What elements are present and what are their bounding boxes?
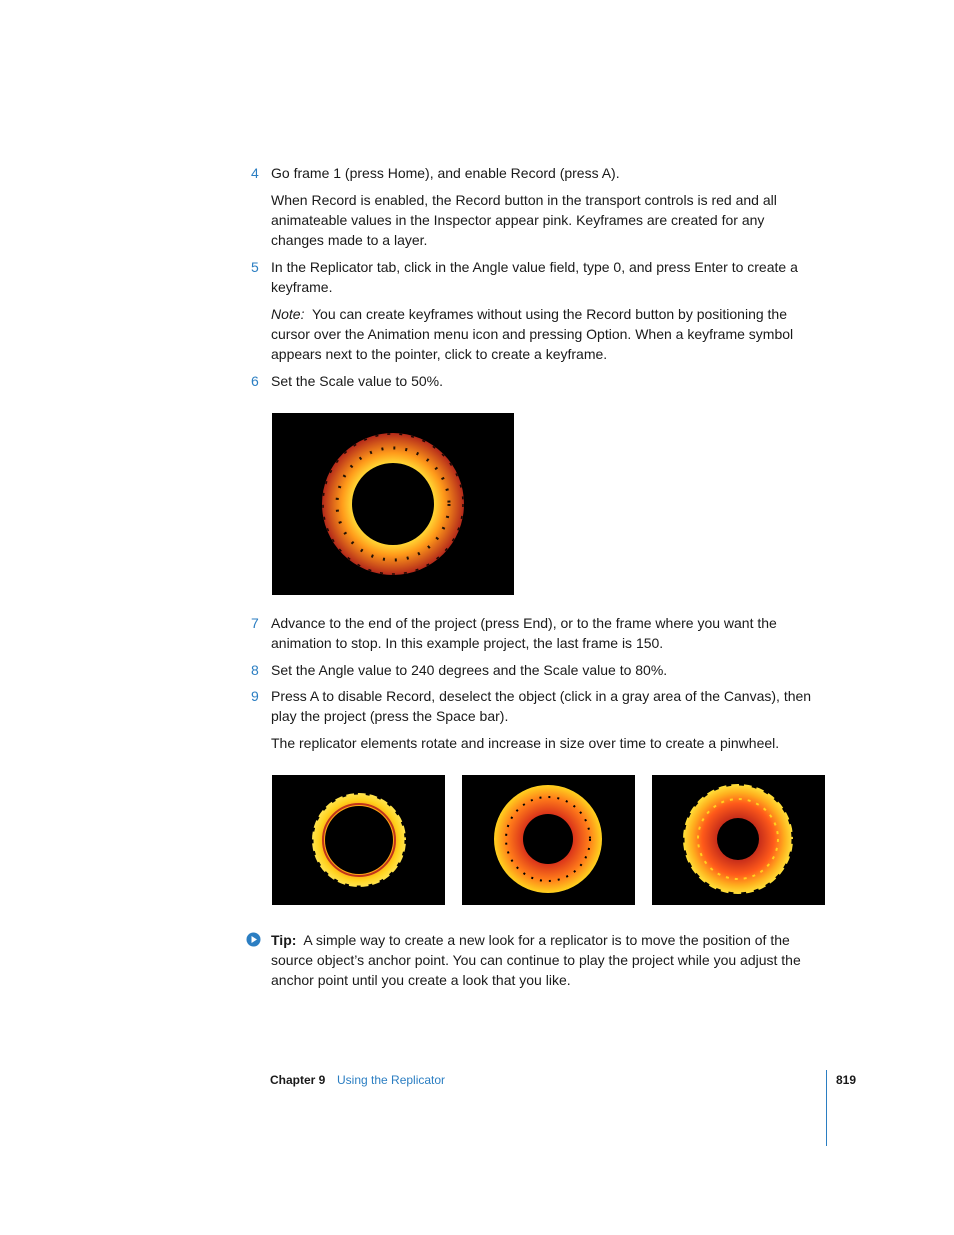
step-text: Press A to disable Record, deselect the object (click in a gray area of the Canvas), then play the project (press the Space bar). — [271, 688, 812, 724]
tip-text: A simple way to create a new look for a replicator is to move the position of the source object’s anchor point. You can continue to play the project while you adjust the anchor point until you create a look that you like. — [271, 932, 801, 988]
footer-chapter-title: Using the Replicator — [337, 1073, 446, 1087]
step-number: 9 — [251, 688, 259, 704]
step-9-detail: The replicator elements rotate and increase in size over time to create a pinwheel. — [271, 735, 780, 751]
replicator-ring-graphic — [462, 775, 635, 905]
pinwheel-frame-start — [272, 775, 445, 905]
replicator-ring-graphic — [272, 413, 514, 595]
replicator-image-scale-50 — [272, 413, 514, 595]
step-text: In the Replicator tab, click in the Angle value field, type 0, and press Enter to create a keyframe. — [271, 259, 798, 295]
pinwheel-frame-end — [652, 775, 825, 905]
step-text: Advance to the end of the project (press End), or to the frame where you want the animation to stop. In this example project, the last frame is 150. — [271, 615, 777, 651]
step-text: Go frame 1 (press Home), and enable Record (press A). — [271, 165, 620, 181]
step-number: 7 — [251, 615, 259, 631]
step-text: Set the Angle value to 240 degrees and the Scale value to 80%. — [271, 662, 668, 678]
tip-label: Tip: — [271, 932, 297, 948]
tip — [271, 930, 816, 990]
replicator-ring-graphic — [272, 775, 445, 905]
note — [271, 304, 816, 364]
step-number: 4 — [251, 165, 259, 181]
step-text: Set the Scale value to 50%. — [271, 373, 443, 389]
footer-chapter-label: Chapter 9 — [270, 1073, 326, 1087]
replicator-ring-graphic — [652, 775, 825, 905]
note-label: Note: — [271, 306, 305, 322]
pinwheel-frame-middle — [462, 775, 635, 905]
note-text: You can create keyframes without using the Record button by positioning the cursor over the Animation menu icon and pressing Option. When a keyframe symbol appears next to the pointer, click to create a keyframe. — [271, 306, 794, 362]
step-4-detail: When Record is enabled, the Record button in the transport controls is red and all animateable values in the Inspector appear pink. Keyframes are created for any changes made to a layer. — [271, 192, 777, 248]
step-number: 8 — [251, 662, 259, 678]
step-number: 5 — [251, 259, 259, 275]
play-arrow-icon — [246, 932, 261, 947]
step-number: 6 — [251, 373, 259, 389]
page-number: 819 — [836, 1073, 857, 1087]
footer-divider — [826, 1070, 827, 1146]
